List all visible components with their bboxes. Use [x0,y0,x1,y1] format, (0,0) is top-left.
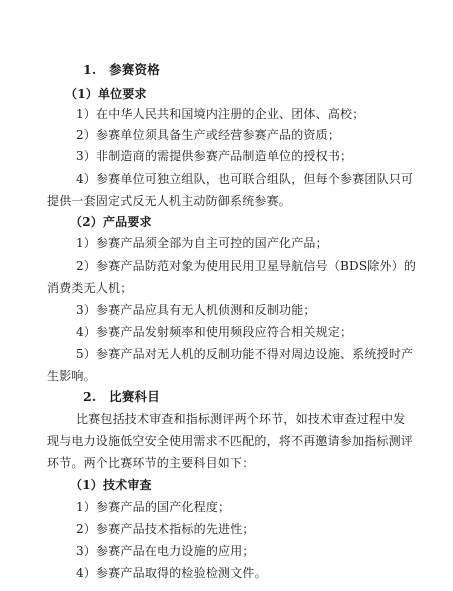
body-paragraph-line: 比赛包括技术审查和指标测评两个环节，如技术审查过程中发 [76,412,406,426]
list-item: 3）非制造商的需提供参赛产品制造单位的授权书； [76,149,353,163]
list-item: 4）参赛产品取得的检验检测文件。 [76,566,267,580]
list-item: 4）参赛单位可独立组队，也可联合组队，但每个参赛团队只可 [76,172,414,186]
list-item: 5）参赛产品对无人机的反制功能不得对周边设施、系统授时产 [76,347,414,361]
subsection-heading-technical-review: （1）技术审查 [70,478,152,492]
list-item: 1）参赛产品的国产化程度； [76,500,231,514]
list-item: 2）参赛产品防范对象为使用民用卫星导航信号（BDS除外）的 [76,259,417,273]
list-item: 2）参赛单位须具备生产或经营参赛产品的资质； [76,128,341,142]
list-item: 3）参赛产品应具有无人机侦测和反制功能； [76,303,316,317]
section-heading-competition-subjects: 2. 比赛科目 [83,389,160,404]
list-item: 4）参赛产品发射频率和使用频段应符合相关规定； [76,325,353,339]
list-item: 3）参赛产品在电力设施的应用； [76,544,255,558]
list-item: 1）参赛产品须全部为自主可控的国产化产品； [76,236,328,250]
subsection-heading-unit-requirements: （1）单位要求 [65,87,147,101]
list-item-continuation: 生影响。 [47,369,96,383]
subsection-heading-product-requirements: （2）产品要求 [70,215,152,229]
list-item: 2）参赛产品技术指标的先进性； [76,522,255,536]
list-item-continuation: 提供一套固定式反无人机主动防御系统参赛。 [47,194,292,208]
section-heading-eligibility: 1. 参赛资格 [83,62,160,77]
list-item: 1）在中华人民共和国境内注册的企业、团体、高校； [76,107,365,121]
body-paragraph-line: 环节。两个比赛环节的主要科目如下： [47,456,255,470]
list-item-continuation: 消费类无人机； [47,281,133,295]
body-paragraph-line: 现与电力设施低空安全使用需求不匹配的，将不再邀请参加指标测评 [47,434,414,448]
